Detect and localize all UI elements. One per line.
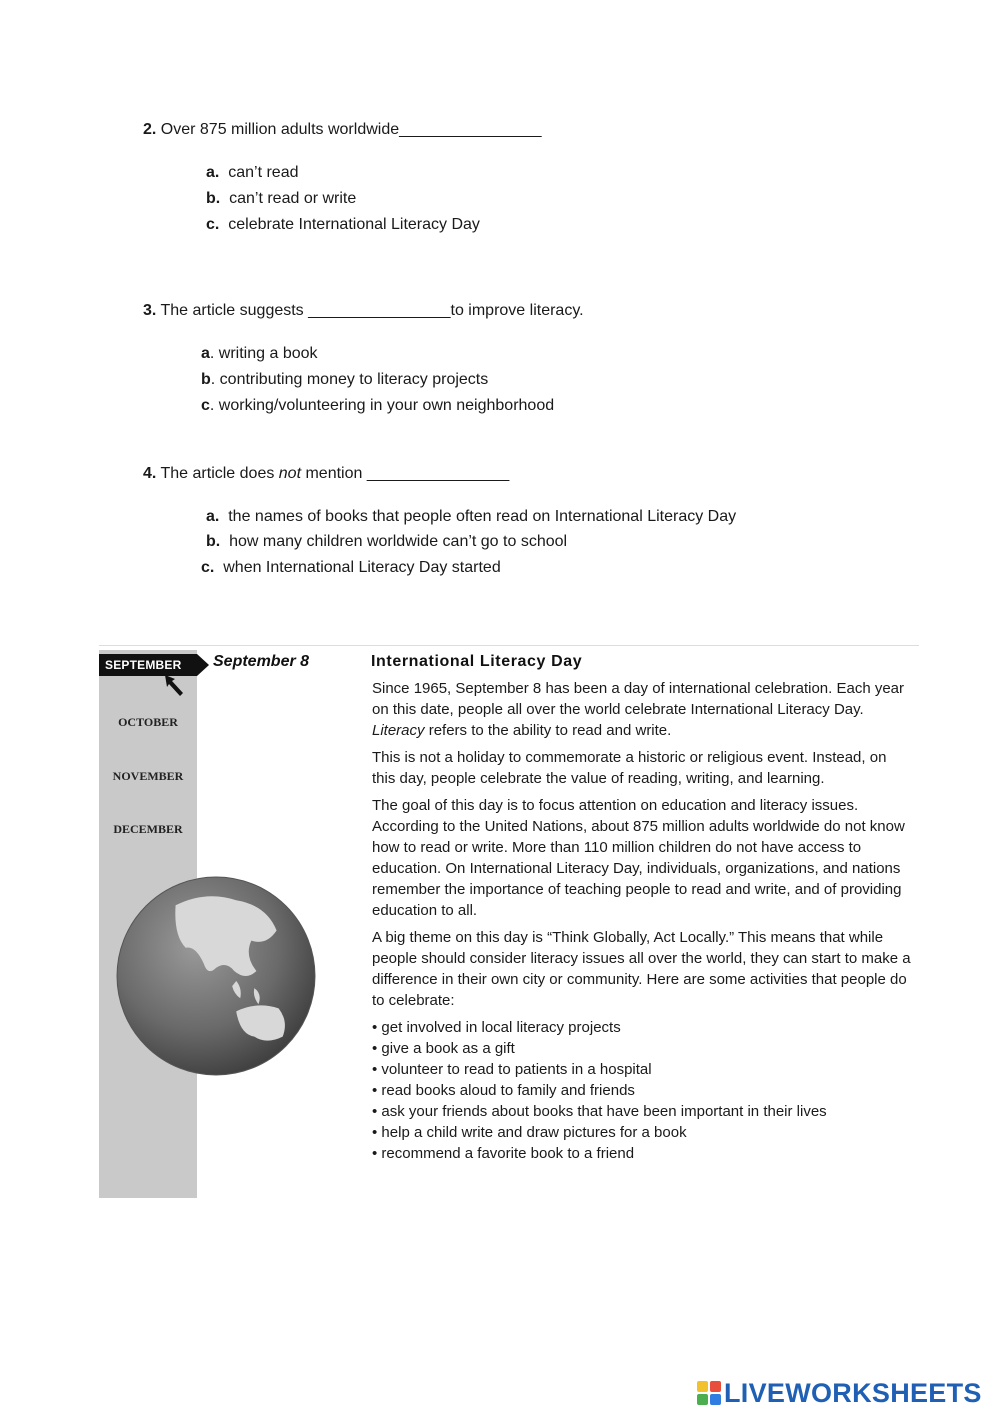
option-text: when International Literacy Day started — [223, 559, 501, 576]
question-2 — [143, 120, 542, 140]
option-text: can’t read or write — [229, 190, 357, 207]
article-title: International Literacy Day — [371, 653, 583, 670]
option-2c[interactable] — [206, 215, 480, 235]
question-stem-emphasis: not — [278, 465, 302, 482]
activity-list — [372, 1017, 912, 1164]
option-2a[interactable] — [206, 163, 299, 183]
list-item: • get involved in local literacy projects — [372, 1017, 912, 1038]
option-letter: a — [201, 345, 210, 362]
option-text: can’t read — [228, 164, 299, 181]
option-4a[interactable] — [206, 507, 736, 527]
article-panel — [99, 645, 919, 1200]
question-3 — [143, 301, 584, 321]
option-4c[interactable] — [201, 558, 501, 578]
paragraph-4: A big theme on this day is “Think Globally, Act Locally.” This means that while people should consider literacy issues all over the world, they can start to make a difference in their own city or community. Here are some activities that people do to celebrate: — [372, 929, 911, 1009]
liveworksheets-logo — [697, 1376, 982, 1410]
month-october: OCTOBER — [118, 715, 178, 729]
paragraph-2: This is not a holiday to commemorate a historic or religious event. Instead, on this day, people celebrate the value of reading, writing, and learning. — [372, 749, 887, 787]
question-number: 3. — [143, 302, 157, 319]
option-letter: c — [201, 397, 210, 414]
p1-after: refers to the ability to read and write. — [424, 722, 672, 739]
list-item: • volunteer to read to patients in a hospital — [372, 1059, 912, 1080]
option-text: celebrate International Literacy Day — [228, 216, 480, 233]
p1-emphasis: Literacy — [372, 722, 425, 739]
cursor-arrow-icon — [163, 673, 185, 697]
paragraph-1 — [372, 678, 912, 741]
question-stem-before: The article does — [156, 465, 279, 482]
question-4 — [143, 464, 509, 484]
option-letter: c. — [206, 216, 220, 233]
option-text: . writing a book — [209, 345, 318, 362]
option-letter: c. — [201, 559, 215, 576]
divider — [99, 645, 919, 646]
brand-name: LIVEWORKSHEETS — [724, 1377, 982, 1408]
question-number: 2. — [143, 121, 157, 138]
p1-before: Since 1965, September 8 has been a day of international celebration. Each year on this date, people all over the world celebrate International Literacy Day. — [372, 680, 905, 718]
option-letter: b — [201, 371, 211, 388]
question-stem-after: mention ________________ — [301, 465, 510, 482]
option-text: . working/volunteering in your own neighborhood — [209, 397, 555, 414]
option-letter: b. — [206, 190, 221, 207]
month-september: SEPTEMBER — [105, 658, 182, 672]
globe-icon — [115, 875, 317, 1077]
logo-mark-icon — [697, 1381, 721, 1405]
month-december: DECEMBER — [113, 822, 183, 836]
option-3c[interactable] — [201, 396, 554, 416]
list-item: • give a book as a gift — [372, 1038, 912, 1059]
list-item: • read books aloud to family and friends — [372, 1080, 912, 1101]
option-letter: b. — [206, 533, 221, 550]
paragraph-3: The goal of this day is to focus attention on education and literacy issues. According to the United Nations, about 875 million adults worldwide do not know how to read or write. More than 110 million children do not have access to education. On International Literacy Day, individuals, organizations, and nations remember the importance of teaching people to read and write, and of providing education to all. — [372, 797, 905, 919]
list-item: • help a child write and draw pictures for a book — [372, 1122, 912, 1143]
option-text: . contributing money to literacy projects — [210, 371, 489, 388]
month-november: NOVEMBER — [112, 769, 184, 783]
option-3a[interactable] — [201, 344, 318, 364]
option-letter: a. — [206, 164, 220, 181]
list-item: • recommend a favorite book to a friend — [372, 1143, 912, 1164]
option-4b[interactable] — [206, 532, 567, 552]
article-body — [372, 678, 912, 1164]
question-stem: The article suggests ________________to improve literacy. — [156, 302, 584, 319]
option-letter: a. — [206, 508, 220, 525]
option-3b[interactable] — [201, 370, 488, 390]
article-date: September 8 — [213, 653, 310, 670]
tab-arrow-icon — [197, 654, 209, 676]
option-text: how many children worldwide can’t go to school — [229, 533, 568, 550]
option-text: the names of books that people often read on International Literacy Day — [228, 508, 737, 525]
question-stem: Over 875 million adults worldwide________________ — [156, 121, 542, 138]
option-2b[interactable] — [206, 189, 356, 209]
question-number: 4. — [143, 465, 157, 482]
list-item: • ask your friends about books that have been important in their lives — [372, 1101, 912, 1122]
